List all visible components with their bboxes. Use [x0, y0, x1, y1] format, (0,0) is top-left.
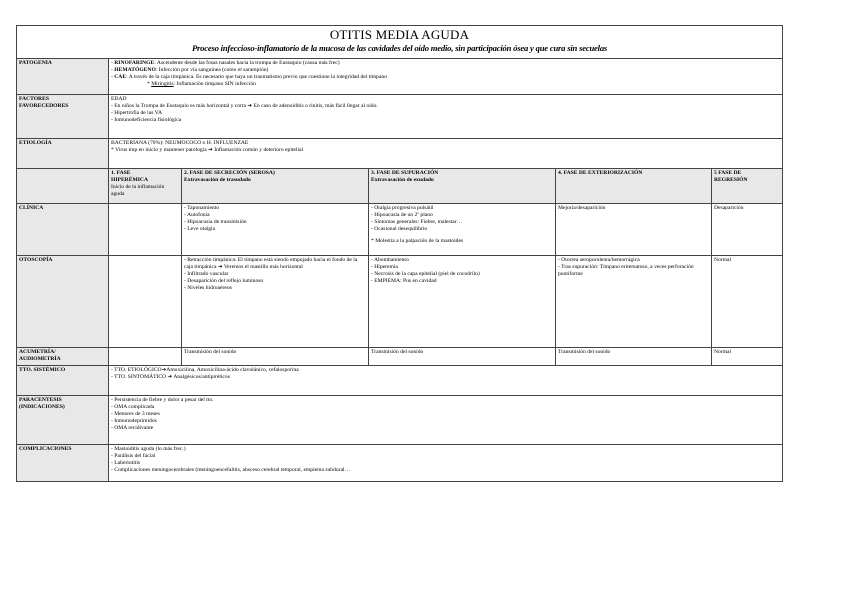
- acumetria-phase-3: Transmisión del sonido: [369, 348, 556, 366]
- patogenia-cae: - CAE: A través de la caja timpánica. Es necesario que haya un traumatismo previo que cuestione la integridad del tímpano: [111, 74, 388, 80]
- page-title: OTITIS MEDIA AGUDA: [329, 27, 470, 42]
- otoscopia-label: OTOSCOPÍA: [17, 256, 109, 348]
- complicaciones-label: COMPLICACIONES: [17, 445, 109, 482]
- otoscopia-phase-1: [109, 256, 182, 348]
- title-block: [17, 26, 783, 59]
- clinica-phase-3: - Otalgia progresiva pulsátil - Hipoacusia de un 2º plano - Síntomas generales: Fiebre, malestar… - Ocasional desequilibrio * Molestia a la palpación de la mastoides: [369, 204, 556, 256]
- etiologia-label: ETIOLOGÍA: [17, 139, 109, 169]
- tto-label: TTO. SISTÉMICO: [17, 366, 109, 396]
- patogenia-content: [109, 59, 783, 95]
- patogenia-label: PATOGENIA: [17, 59, 109, 95]
- phase-header-4: 4. FASE DE EXTERIORIZACIÓN: [556, 169, 712, 204]
- factores-label: FACTORES FAVORECEDORES: [17, 95, 109, 139]
- phase-header-2: 2. FASE DE SECRECIÓN (SEROSA) Extravasación de trasudado: [182, 169, 369, 204]
- etiologia-content: BACTERIANA (70%): NEUMOCOCO o H. INFLUENZAE * Virus imp en inicio y mantener patología ➔ Inflamación común y deterioro epitelial: [109, 139, 783, 169]
- factores-content: EDAD - En niños la Trompa de Eustaquio es más horizontal y corta ➔ En caso de adenoiditis o rinitis, más fácil llegar al oído. - Hipertrofia de las VA - Inmunodeficiencia fisiológica: [109, 95, 783, 139]
- clinica-label: CLÍNICA: [17, 204, 109, 256]
- phase-header-empty: [17, 169, 109, 204]
- otoscopia-phase-3: - Abombamiento - Hiperemia - Necrosis de la capa epitelial (piel de cocodrilo) - EMPIEMA: Pus en cavidad: [369, 256, 556, 348]
- clinica-phase-4: Mejoría/desaparición: [556, 204, 712, 256]
- acumetria-label: ACUMETRÍA/ AUDIOMETRÍA: [17, 348, 109, 366]
- otoscopia-phase-2: - Retracción timpánica: El tímpano está siendo empujado hacia el fondo de la caja timpánica ➔ Veremos el mastillo más horizontal - Infiltrado vascular - Desaparición del reflejo luminoso - Niveles hidroaéreos: [182, 256, 369, 348]
- phase-header-3: 3. FASE DE SUPURACIÓN Extravasación de exudado: [369, 169, 556, 204]
- clinica-phase-5: Desaparición: [712, 204, 783, 256]
- otoscopia-phase-5: Normal: [712, 256, 783, 348]
- patogenia-rinofaringe: - RINOFARINGE: Ascendente desde las fosas nasales hacia la trompa de Eustaquio (causa más frec): [111, 60, 340, 66]
- tto-content: - TTO. ETIOLÓGICO➔Amoxicilina, Amoxicilina-ácido clavulánico, cefalosporina - TTO. SINTOMÁTICO ➔ Analgésicos/antipiréticos: [109, 366, 783, 396]
- acumetria-phase-5: Normal: [712, 348, 783, 366]
- acumetria-phase-4: Transmisión del sonido: [556, 348, 712, 366]
- phase-header-1: 1. FASE HIPERÉMICA Inicio de la inflamación aguda: [109, 169, 182, 204]
- phase-header-5: 5 FASE DE REGRESIÓN: [712, 169, 783, 204]
- acumetria-phase-1: [109, 348, 182, 366]
- paracentesis-label: PARACENTESIS (INDICACIONES): [17, 396, 109, 445]
- clinica-phase-1: [109, 204, 182, 256]
- clinica-phase-2: - Taponamiento - Autofonía - Hipoacusia de transmisión - Leve otalgia: [182, 204, 369, 256]
- otoscopia-phase-4: - Otorrea seropurulenta/hemorrágica - Tras supuración: Tímpano eritematoso, a veces perforación puntiforme: [556, 256, 712, 348]
- acumetria-phase-2: Transmisión del sonido: [182, 348, 369, 366]
- paracentesis-content: - Persistencia de fiebre y dolor a pesar del tto. - OMA complicada - Menores de 3 meses - Inmunodeprimidos - OMA recidivante: [109, 396, 783, 445]
- page-subtitle: Proceso infeccioso-inflamatorio de la mucosa de las cavidades del oído medio, sin participación ósea y que cura sin secuelas: [191, 43, 608, 53]
- patogenia-miringitis: * Miringitis: Inflamación tímpano SIN infección: [147, 81, 256, 87]
- patogenia-hematogeno: - HEMATÓGENO: Infección por vía sanguínea (como el sarampión): [111, 67, 269, 73]
- otitis-table: [16, 25, 783, 482]
- complicaciones-content: - Mastoiditis aguda (lo más frec.) - Parálisis del facial - Laberintitis - Complicaciones meningocerebrales (meningoencefalitis, absceso cerebral temporal, empiema subdural…: [109, 445, 783, 482]
